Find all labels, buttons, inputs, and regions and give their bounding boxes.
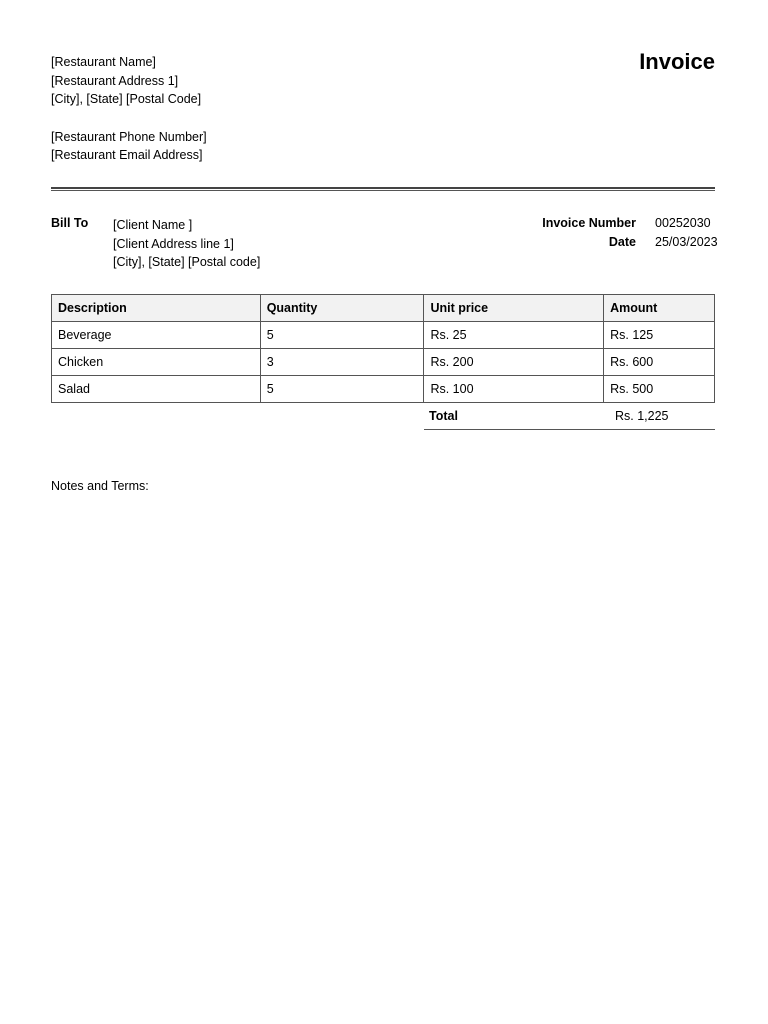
notes-and-terms-label: Notes and Terms: — [51, 479, 149, 493]
column-header-description: Description — [52, 295, 261, 322]
cell-unit-price: Rs. 25 — [424, 322, 604, 349]
client-name: [Client Name ] — [113, 218, 193, 232]
restaurant-info — [51, 53, 207, 165]
cell-quantity: 3 — [260, 349, 424, 376]
invoice-date-row — [536, 234, 718, 254]
column-header-unit-price: Unit price — [424, 295, 604, 322]
column-header-quantity: Quantity — [260, 295, 424, 322]
column-header-amount: Amount — [604, 295, 715, 322]
restaurant-name: [Restaurant Name] — [51, 55, 156, 69]
header-divider — [51, 187, 715, 189]
restaurant-city-line: [City], [State] [Postal Code] — [51, 92, 202, 106]
cell-unit-price: Rs. 100 — [424, 376, 604, 403]
table-row — [52, 322, 715, 349]
cell-amount: Rs. 600 — [604, 349, 715, 376]
table-row — [52, 349, 715, 376]
invoice-meta — [536, 216, 718, 253]
total-value: Rs. 1,225 — [615, 409, 669, 423]
client-city-line: [City], [State] [Postal code] — [113, 255, 261, 269]
table-header-row — [52, 295, 715, 322]
client-address: [Client Address line 1] — [113, 236, 234, 251]
invoice-date-value: 25/03/2023 — [655, 234, 718, 249]
cell-description: Beverage — [52, 322, 261, 349]
invoice-title: Invoice — [639, 49, 715, 74]
bill-to-label: Bill To — [51, 216, 89, 230]
cell-quantity: 5 — [260, 322, 424, 349]
invoice-number-value: 00252030 — [655, 216, 711, 230]
restaurant-phone: [Restaurant Phone Number] — [51, 129, 207, 144]
cell-amount: Rs. 125 — [604, 322, 715, 349]
cell-amount: Rs. 500 — [604, 376, 715, 403]
total-label: Total — [429, 409, 458, 423]
cell-description: Salad — [52, 376, 261, 403]
invoice-date-label: Date — [608, 234, 636, 249]
invoice-number-label: Invoice Number — [542, 216, 636, 230]
cell-description: Chicken — [52, 349, 261, 376]
table-row — [52, 376, 715, 403]
restaurant-email: [Restaurant Email Address] — [51, 148, 203, 162]
restaurant-address: [Restaurant Address 1] — [51, 73, 179, 88]
cell-quantity: 5 — [260, 376, 424, 403]
cell-unit-price: Rs. 200 — [424, 349, 604, 376]
invoice-number-row — [536, 216, 715, 235]
line-items-table — [51, 294, 715, 403]
total-row — [424, 403, 715, 430]
header-divider-secondary — [51, 190, 715, 191]
client-info — [113, 216, 260, 272]
